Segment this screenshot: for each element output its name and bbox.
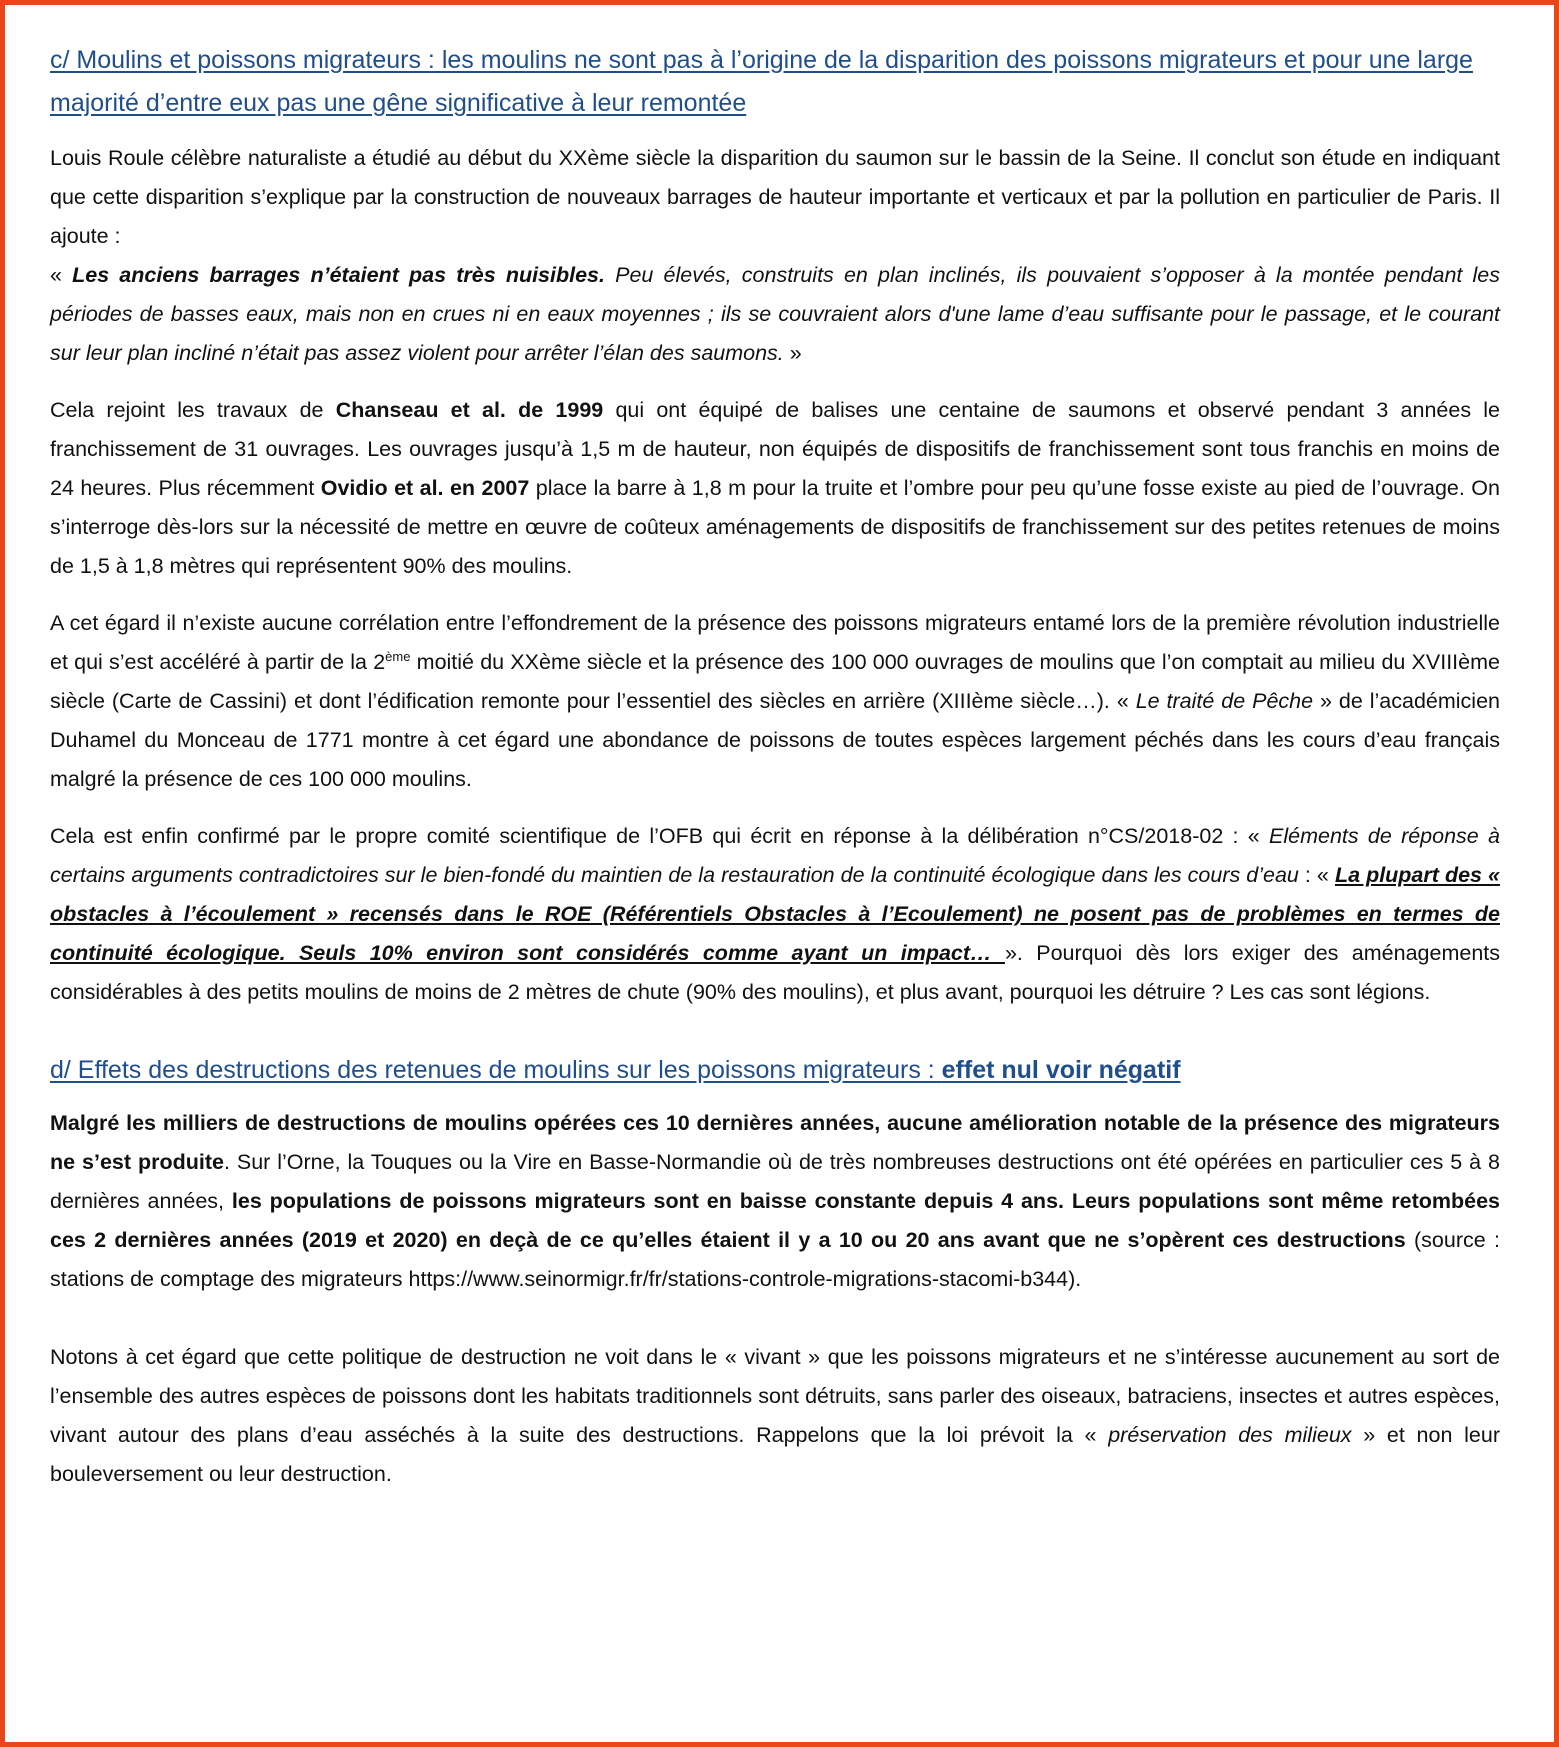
quote-close: » [783,341,802,365]
quote-italic: Peu élevés, construits en plan inclinés, ils pouvaient s’opposer à la montée pendant les périodes de basses eaux, mais non en crues ni en eaux moyennes ; ils se couvraient alors d'une lame d’eau suffisante pour le passage, et le courant sur leur plan incliné n’était pas assez violent pour arrêter l’élan des saumons. [50,263,1501,365]
p4-bold-quote: La plupart des « obstacles à l’écoulement » recensés dans le ROE (Référentiels Obstacles à l’Ecoulement) ne posent pas de problèmes en termes de continuité écologique. Seuls 10% environ sont considérés comme ayant un impact… [50,863,1500,965]
section-d-heading [50,1049,1500,1092]
section-c-paragraph-3 [50,604,1500,799]
p3-text-b: moitié du XXème siècle et la présence des 100 000 ouvrages de moulins que l’on comptait au milieu du XVIIIème siècle (Carte de Cassini) et dont l’édification remonte pour l’essentiel des siècles en arrière (XIIIème siècle…). « [50,650,1500,713]
quote-open: « [50,263,73,287]
section-d-paragraph-1 [50,1104,1500,1299]
section-d-heading-bold: effet nul voir négatif [941,1056,1181,1084]
p3-superscript: ème [385,648,411,664]
section-c-heading: c/ Moulins et poissons migrateurs : les moulins ne sont pas à l’origine de la disparition des poissons migrateurs et pour une large majorité d’entre eux pas une gêne significative à leur remontée [50,46,1473,117]
d-p1-text-a: . Sur l’Orne, la Touques ou la Vire en Basse-Normandie où de très nombreuses destructions ont été opérées en particulier ces 5 à 8 dernières années, [50,1150,1500,1213]
section-c-paragraph-4 [50,817,1500,1012]
quote-bold: Les anciens barrages n’étaient pas très nuisibles. [72,263,605,287]
p3-book-title: Le traité de Pêche [1135,689,1314,713]
p4-italic-title: Eléments de réponse à certains arguments contradictoires sur le bien-fondé du maintien de la restauration de la continuité écologique dans les cours d’eau [50,824,1500,887]
p3-text-a: A cet égard il n’existe aucune corrélation entre l’effondrement de la présence des poissons migrateurs entamé lors de la première révolution industrielle et qui s’est accéléré à partir de la 2 [50,611,1500,674]
p2-citation-ovidio: Ovidio et al. en 2007 [320,476,530,500]
p1-text: Louis Roule célèbre naturaliste a étudié au début du XXème siècle la disparition du saumon sur le bassin de la Seine. Il conclut son étude en indiquant que cette disparition s’explique par la construction de nouveaux barrages de hauteur importante et verticaux et par la pollution en particulier de Paris. Il ajoute : [50,146,1500,248]
p2-text-c: qui ont équipé de balises une centaine de saumons et observé pendant 3 années le franchissement de 31 ouvrages. Les ouvrages jusqu’à 1,5 m de hauteur, non équipés de dispositifs de franchissement sont tous franchis en moins de 24 heures. Plus récemment [50,398,1501,500]
d-p1-bold-2: les populations de poissons migrateurs sont en baisse constante depuis 4 ans. Leurs populations sont même retombées ces 2 dernières années (2019 et 2020) en deçà de ce qu’elles étaient il y a 10 ou 20 ans avant que ne s’opèrent ces destructions [50,1189,1500,1252]
p2-citation-chanseau: Chanseau et al. de 1999 [335,398,604,422]
section-c-paragraph-2 [50,391,1500,586]
p2-text-e: place la barre à 1,8 m pour la truite et l’ombre pour peu qu’une fosse existe au pied de l’ouvrage. On s’interroge dès-lors sur la nécessité de mettre en œuvre de coûteux aménagements de dispositifs de franchissement sur des petites retenues de moins de 1,5 à 1,8 mètres qui représentent 90% des moulins. [50,476,1500,578]
d-p2-italic: préservation des milieux [1108,1423,1352,1447]
section-c-paragraph-1 [50,139,1500,373]
p4-text-c: ». Pourquoi dès lors exiger des aménagements considérables à des petits moulins de moins de 2 mètres de chute (90% des moulins), et plus avant, pourquoi les détruire ? Les cas sont légions. [50,941,1501,1004]
d-p2-text-a: Notons à cet égard que cette politique de destruction ne voit dans le « vivant » que les poissons migrateurs et ne s’intéresse aucunement au sort de l’ensemble des autres espèces de poissons dont les habitats traditionnels sont détruits, sans parler des oiseaux, batraciens, insectes et autres espèces, vivant autour des plans d’eau asséchés à la suite des destructions. Rappelons que la loi prévoit la « [50,1345,1500,1447]
p4-text-b: : « [1298,863,1335,887]
p2-text-a: Cela rejoint les travaux de [50,398,336,422]
d-p2-text-b: » et non leur bouleversement ou leur destruction. [50,1423,1500,1486]
d-p1-bold-1: Malgré les milliers de destructions de moulins opérées ces 10 dernières années, aucune amélioration notable de la présence des migrateurs ne s’est produite [50,1111,1500,1174]
p3-text-c: » de l’académicien Duhamel du Monceau de 1771 montre à cet égard une abondance de poissons de toutes espèces largement péchés dans les cours d’eau français malgré la présence de ces 100 000 moulins. [50,689,1500,791]
section-d-heading-text: d/ Effets des destructions des retenues de moulins sur les poissons migrateurs : [50,1056,942,1084]
section-d-paragraph-2 [50,1338,1500,1494]
d-p1-text-b: (source : stations de comptage des migrateurs https://www.seinormigr.fr/fr/stations-controle-migrations-stacomi-b344). [50,1228,1500,1291]
p4-text-a: Cela est enfin confirmé par le propre comité scientifique de l’OFB qui écrit en réponse à la délibération n°CS/2018-02 : « [50,824,1269,848]
